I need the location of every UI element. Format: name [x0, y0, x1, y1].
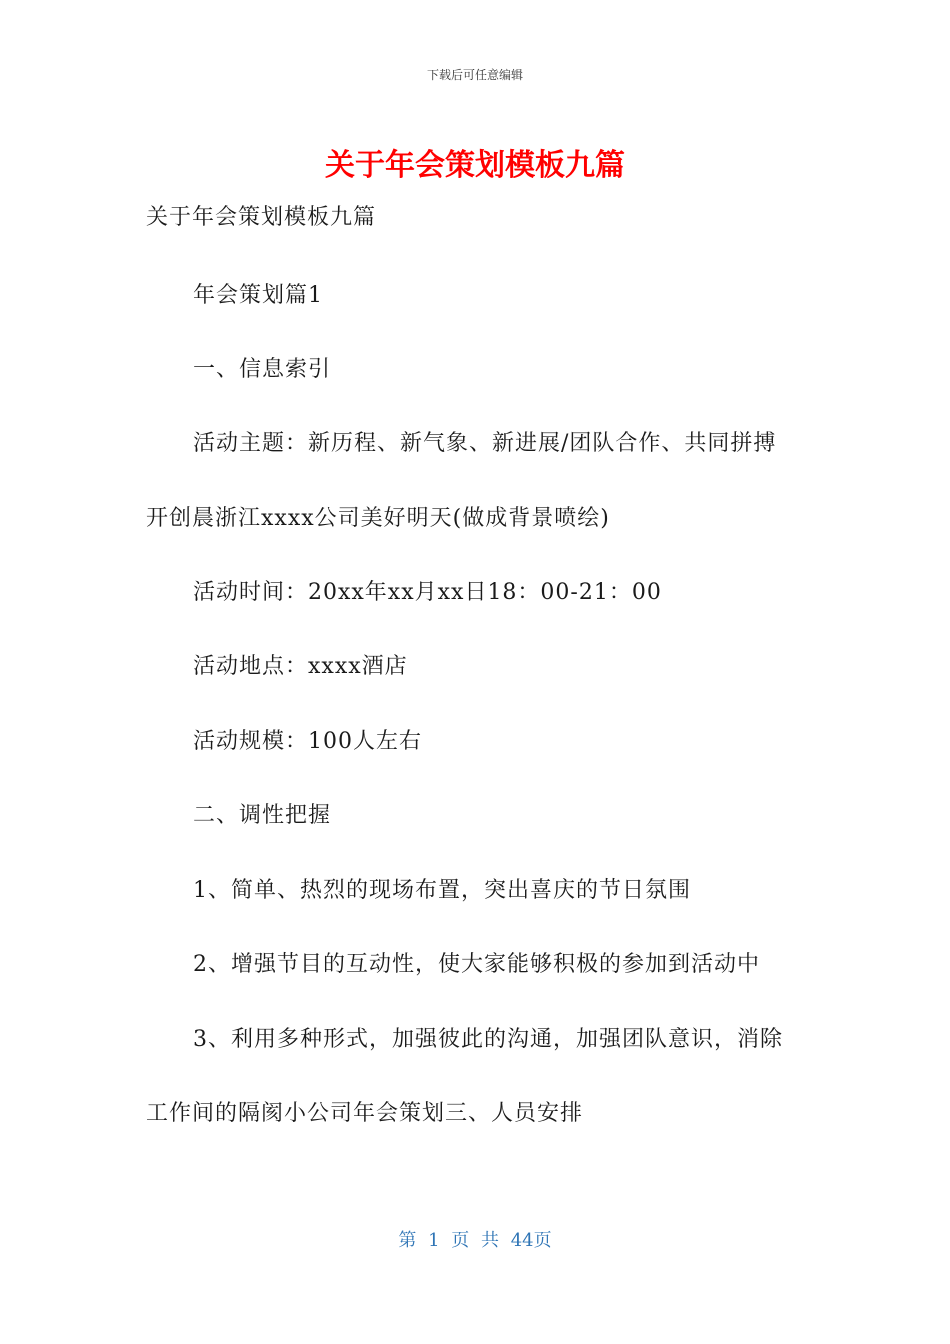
body-line-item-1: 1、简单、热烈的现场布置，突出喜庆的节日氛围	[193, 878, 691, 903]
body-line-theme: 活动主题：新历程、新气象、新进展/团队合作、共同拼搏	[193, 431, 777, 456]
page-number-footer: 第 1 页 共 44页	[398, 1230, 552, 1251]
body-line-item-2: 2、增强节目的互动性，使大家能够积极的参加到活动中	[193, 952, 760, 977]
body-line-item-3: 3、利用多种形式，加强彼此的沟通，加强团队意识，消除	[193, 1027, 783, 1052]
body-line-scale: 活动规模：100人左右	[193, 729, 422, 754]
body-line-section-heading: 年会策划篇1	[193, 283, 323, 308]
body-line-heading-2: 二、调性把握	[193, 803, 332, 828]
document-title: 关于年会策划模板九篇	[325, 148, 625, 183]
body-line-theme-cont: 开创晨浙江xxxx公司美好明天(做成背景喷绘)	[146, 506, 610, 531]
body-line-subtitle: 关于年会策划模板九篇	[146, 205, 377, 230]
body-line-item-3-cont: 工作间的隔阂小公司年会策划三、人员安排	[146, 1101, 584, 1126]
body-line-location: 活动地点：xxxx酒店	[193, 654, 408, 679]
body-line-heading-1: 一、信息索引	[193, 357, 332, 382]
page-header-note: 下载后可任意编辑	[426, 68, 523, 82]
body-line-time: 活动时间：20xx年xx月xx日18：00-21：00	[193, 580, 662, 605]
